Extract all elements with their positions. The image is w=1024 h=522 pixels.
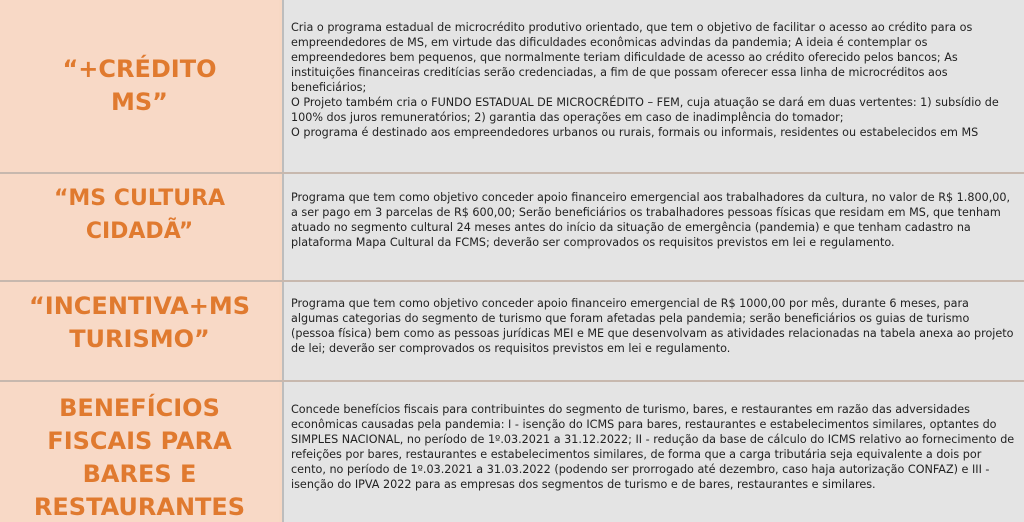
table-row — [0, 174, 1024, 280]
table-row — [0, 282, 1024, 380]
program-title — [0, 382, 279, 522]
program-description — [282, 382, 1024, 522]
program-title-text: “+CRÉDITO MS” — [62, 55, 217, 116]
program-title — [0, 0, 279, 172]
table-row — [0, 0, 1024, 172]
program-description-text: Cria o programa estadual de microcrédito produtivo orientado, que tem o objetivo de facilitar o acesso ao crédito para os empreendedores de MS, em virtude das dificuldades econômicas advindas da pandemia; A ideia é contemplar os empreendedores bem pequenos, que normalmente teriam dificuldade de acesso ao crédito oferecido pelos bancos; As instituições financeiras creditícias serão credenciadas, a fim de que possam oferecer essa linha de microcréditos aos beneficiários; O Projeto também cria o FUNDO ESTADUAL DE MICROCRÉDITO – FEM, cuja atuação se dará em duas vertentes: 1) subsídio de 100% dos juros remuneratórios; 2) garantia das operações em caso de inadimplência do tomador; O programa é destinado aos empreendedores urbanos ou rurais, formais ou informais, residentes ou estabelecidos em MS — [291, 21, 999, 139]
program-title-text: “INCENTIVA+MS TURISMO” — [29, 292, 250, 353]
program-description-text: Programa que tem como objetivo conceder apoio financeiro emergencial aos trabalhadores da cultura, no valor de R$ 1.800,00, a ser pago em 3 parcelas de R$ 600,00; Serão beneficiários os trabalhadores pessoas físicas que residam em MS, que tenham atuado no segmento cultural 24 meses antes do início da situação de emergência (pandemia) e que tenham cadastro na plataforma Mapa Cultural da FCMS; deverão ser comprovados os requisitos previstos em lei e regulamento. — [291, 191, 1011, 249]
program-title-text: BENEFÍCIOS FISCAIS PARA BARES E RESTAURANTES — [33, 394, 246, 521]
program-description — [282, 174, 1024, 280]
program-description-text: Programa que tem como objetivo conceder apoio financeiro emergencial de R$ 1000,00 por mês, durante 6 meses, para algumas categorias do segmento de turismo que foram afetadas pela pandemia; serão beneficiários os guias de turismo (pessoa física) bem como as pessoas jurídicas MEI e ME que desenvolvam as atividades relacionadas na tabela anexa ao projeto de lei; deverão ser comprovados os requisitos previstos em lei e regulamento. — [291, 297, 1014, 355]
program-description — [282, 0, 1024, 172]
program-description — [282, 282, 1024, 380]
program-description-text: Concede benefícios fiscais para contribuintes do segmento de turismo, bares, e restaurantes em razão das adversidades econômicas causadas pela pandemia: I - isenção do ICMS para bares, restaurantes e estabelecimentos similares, optantes do SIMPLES NACIONAL, no período de 1º.03.2021 a 31.12.2022; II - redução da base de cálculo do ICMS relativo ao fornecimento de refeições por bares, restaurantes e estabelecimentos similares, de forma que a carga tributária seja equivalente a dois por cento, no período de 1º.03.2021 a 31.03.2022 (podendo ser prorrogado até dezembro, caso haja autorização CONFAZ) e III - isenção do IPVA 2022 para as empresas dos segmentos de turismo e de bares, restaurantes e similares. — [291, 403, 1015, 491]
program-title-text: “MS CULTURA CIDADÃ” — [53, 186, 226, 244]
table-row — [0, 382, 1024, 522]
program-title — [0, 282, 279, 380]
program-title — [0, 174, 279, 280]
